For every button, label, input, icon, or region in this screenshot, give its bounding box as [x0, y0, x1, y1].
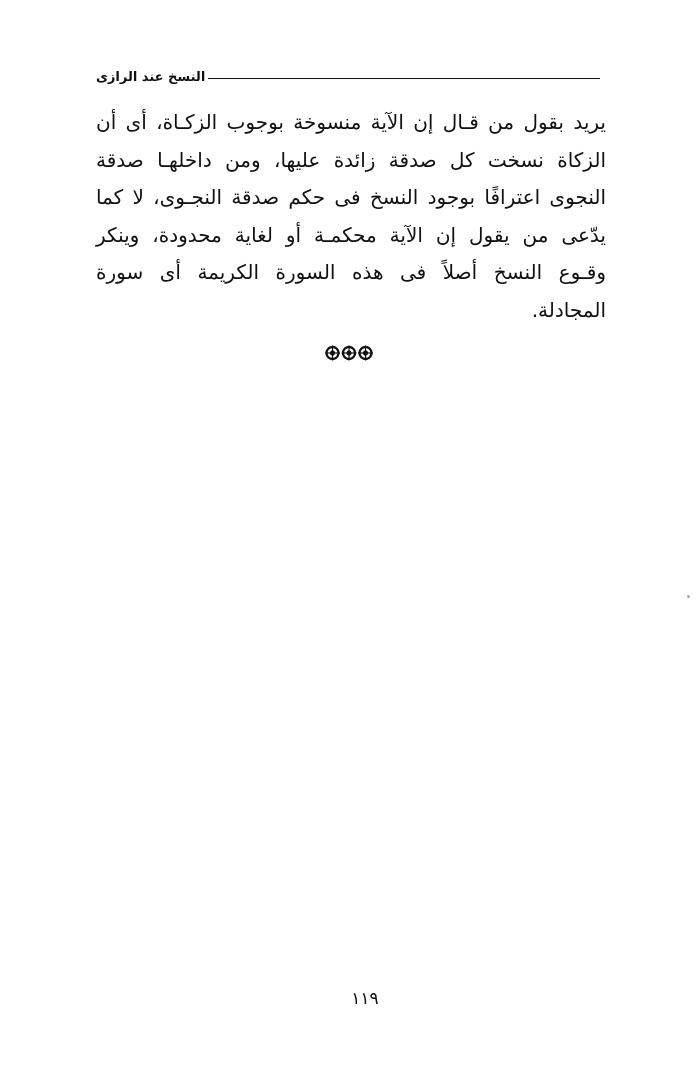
- paragraph: يريد بقول من قـال إن الآية منسوخة بوجوب الزكـاة، أى أن الزكاة نسخت كل صدقة زائدة عليها، ومن داخلهـا صدقة النجوى اعترافًا بوجود النسخ فى حكم صدقة النجـوى، لا كما يدّعى من يقول إن الآية محكمـة أو لغاية محدودة، وينكر وقـوع النسخ أصلاً فى هذه السورة الكريمة أى سورة المجادلة.: [96, 110, 606, 322]
- running-header: [96, 68, 600, 90]
- three-rosettes-ornament-icon: [0, 344, 698, 366]
- running-header-title: النسخ عند الرازى: [96, 70, 206, 85]
- body-text: [96, 104, 606, 329]
- header-rule: [208, 78, 600, 79]
- page-number: ١١٩: [351, 989, 379, 1009]
- margin-mark: [687, 595, 690, 598]
